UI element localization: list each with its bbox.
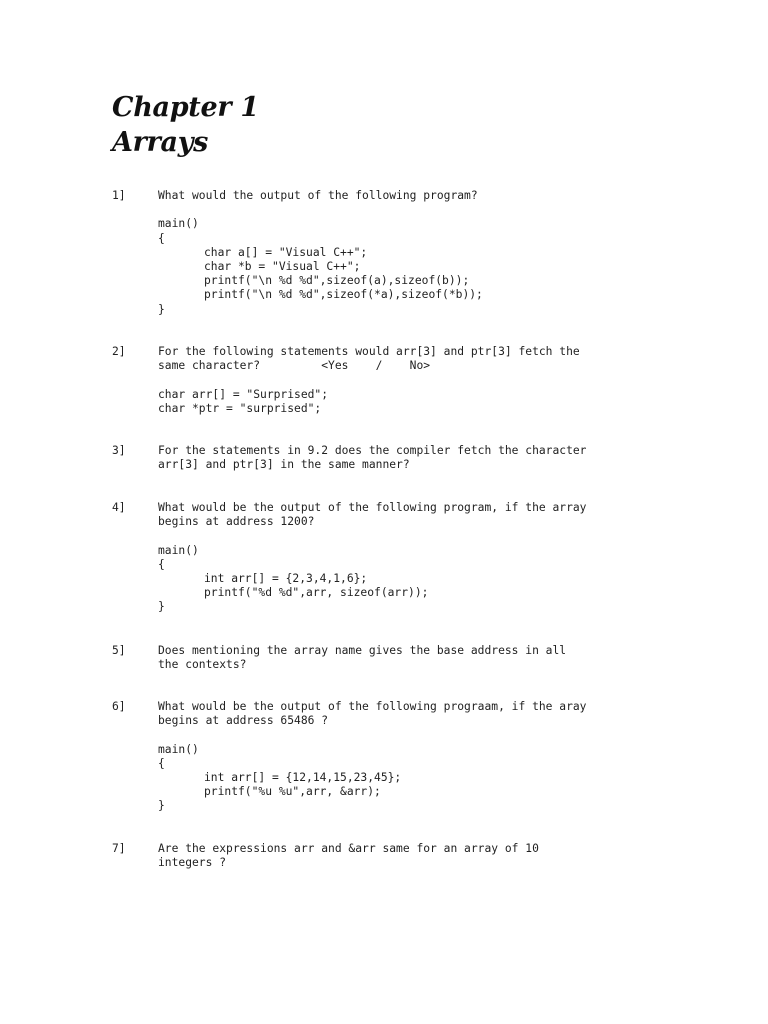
question-text: Does mentioning the array name gives the base address in all	[158, 644, 567, 657]
code-line: {	[158, 557, 165, 571]
question-number: 1]	[112, 189, 126, 202]
question-number: 3]	[112, 444, 126, 457]
question-text: For the following statements would arr[3] and ptr[3] fetch the	[158, 345, 580, 358]
code-line: char *ptr = "surprised";	[158, 401, 322, 415]
code-line: {	[158, 756, 165, 770]
code-line: int arr[] = {12,14,15,23,45};	[204, 770, 402, 784]
code-line: main()	[158, 742, 199, 756]
code-line: printf("%d %d",arr, sizeof(arr));	[204, 586, 429, 600]
code-line: main()	[158, 543, 199, 557]
question-text: What would the output of the following program?	[158, 189, 478, 202]
code-line: char *b = "Visual C++";	[204, 259, 361, 273]
question-body	[158, 842, 718, 870]
code-line: printf("%u %u",arr, &arr);	[204, 785, 381, 799]
question-text: integers ?	[158, 856, 227, 870]
code-line: {	[158, 231, 165, 245]
question-number: 2]	[112, 345, 126, 358]
code-block	[158, 544, 718, 615]
question-text: Are the expressions arr and &arr same for an array of 10	[158, 842, 539, 855]
code-block	[158, 743, 718, 814]
question-text: the contexts?	[158, 658, 247, 672]
code-line: }	[158, 600, 165, 614]
code-block	[158, 388, 718, 416]
code-line: }	[158, 799, 165, 813]
chapter-subtitle: Arrays	[112, 127, 208, 158]
chapter-title: Chapter 1	[112, 92, 259, 123]
question-body	[158, 700, 718, 814]
question-text: begins at address 65486 ?	[158, 714, 329, 728]
code-line: main()	[158, 217, 199, 231]
question-body	[158, 444, 718, 472]
code-line: printf("\n %d %d",sizeof(*a),sizeof(*b));	[204, 288, 483, 302]
code-line: char a[] = "Visual C++";	[204, 245, 368, 259]
question-text: arr[3] and ptr[3] in the same manner?	[158, 458, 410, 472]
code-line: }	[158, 302, 165, 316]
question-body	[158, 345, 718, 416]
code-line: char arr[] = "Surprised";	[158, 387, 329, 401]
question-body	[158, 189, 718, 317]
question-text: For the statements in 9.2 does the compiler fetch the character	[158, 444, 587, 457]
question-text: begins at address 1200?	[158, 515, 315, 529]
question-number: 5]	[112, 644, 126, 657]
code-line: printf("\n %d %d",sizeof(a),sizeof(b));	[204, 274, 470, 288]
question-text: same character? <Yes / No>	[158, 359, 431, 373]
question-number: 4]	[112, 501, 126, 514]
question-text: What would be the output of the following program, if the array	[158, 501, 587, 514]
question-body	[158, 644, 718, 672]
question-number: 6]	[112, 700, 126, 713]
code-line: int arr[] = {2,3,4,1,6};	[204, 571, 368, 585]
question-text: What would be the output of the following prograam, if the aray	[158, 700, 587, 713]
code-block	[158, 217, 718, 316]
question-number: 7]	[112, 842, 126, 855]
question-body	[158, 501, 718, 615]
